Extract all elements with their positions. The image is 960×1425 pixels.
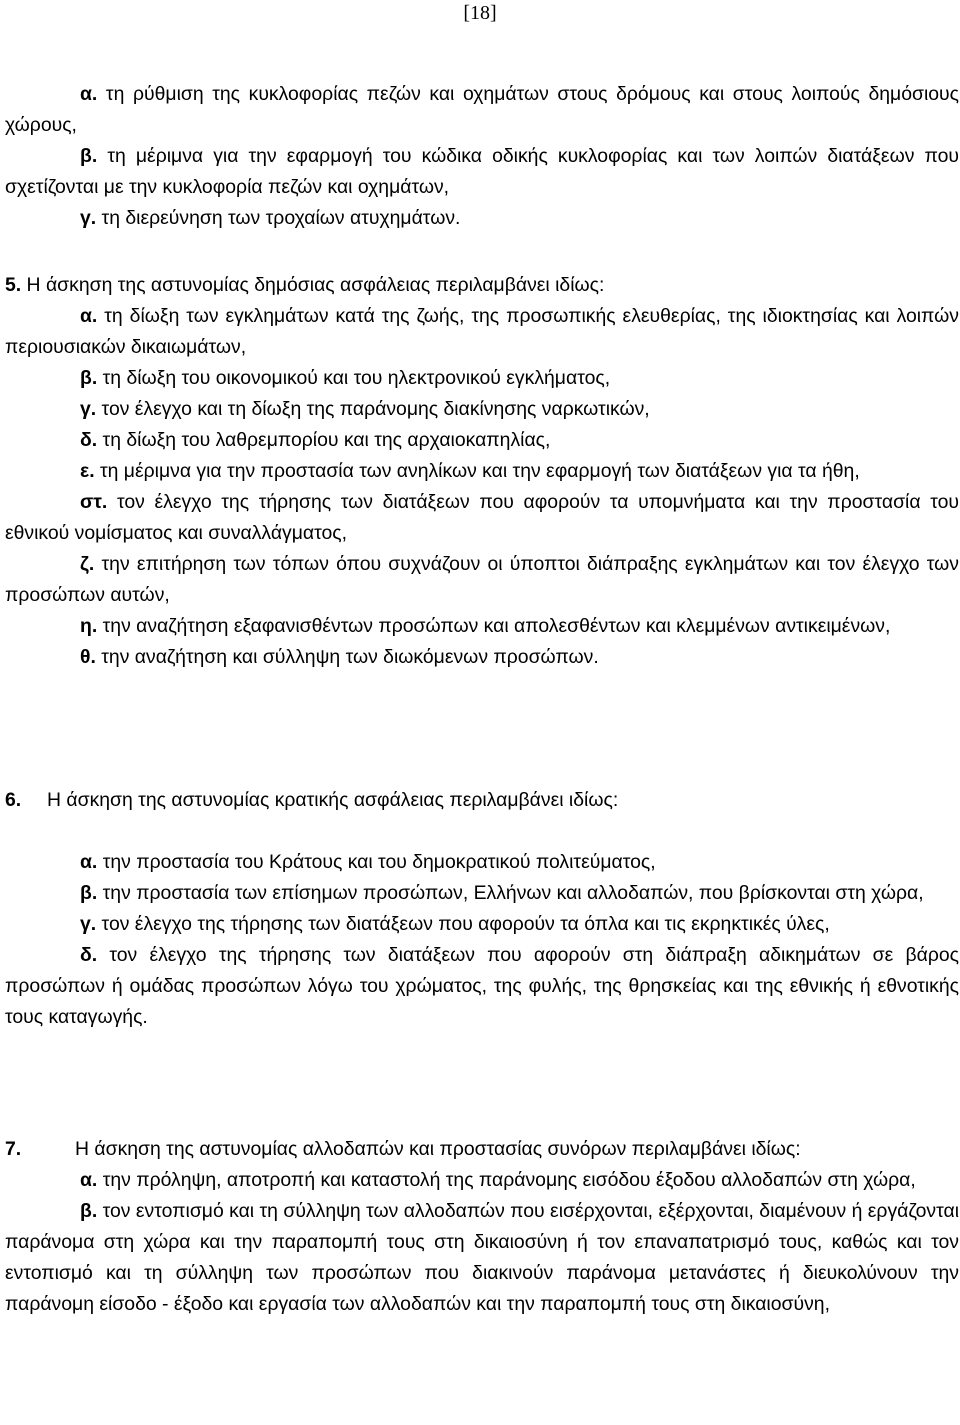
list-item: [5, 909, 959, 940]
section-heading: [5, 1134, 959, 1165]
section-heading-text: Η άσκηση της αστυνομίας δημόσιας ασφάλειας περιλαμβάνει ιδίως:: [21, 274, 605, 296]
item-text: την προστασία του Κράτους και του δημοκρατικού πολιτεύματος,: [97, 851, 656, 873]
section-heading: [5, 785, 959, 816]
item-marker: ζ.: [80, 553, 95, 575]
item-text: τον έλεγχο και τη δίωξη της παράνομης διακίνησης ναρκωτικών,: [96, 398, 650, 420]
item-marker: β.: [80, 1200, 98, 1222]
list-item: [5, 456, 959, 487]
list-item: [5, 425, 959, 456]
list-item: [5, 394, 959, 425]
list-item: [5, 878, 959, 909]
item-marker: γ.: [80, 207, 97, 229]
section-number: 6.: [5, 789, 22, 811]
section-5: [5, 270, 959, 673]
item-marker: β.: [80, 145, 98, 167]
list-item: [5, 301, 959, 363]
list-item: [5, 611, 959, 642]
list-item: [5, 1196, 959, 1320]
item-marker: α.: [80, 83, 98, 105]
item-text: την πρόληψη, αποτροπή και καταστολή της παράνομης εισόδου έξοδου αλλοδαπών στη χώρα,: [97, 1169, 916, 1191]
item-text: την επιτήρηση των τόπων όπου συχνάζουν οι ύποπτοι διάπραξης εγκλημάτων και τον έλεγχο των προσώπων αυτών,: [5, 553, 959, 606]
item-marker: γ.: [80, 913, 97, 935]
item-marker: ε.: [80, 460, 95, 482]
list-item: [5, 847, 959, 878]
section-number: 5.: [5, 274, 22, 296]
item-marker: δ.: [80, 944, 98, 966]
list-item: [5, 549, 959, 611]
item-marker: β.: [80, 882, 98, 904]
item-marker: θ.: [80, 646, 96, 668]
list-item: [5, 203, 959, 234]
item-text: τη δίωξη των εγκλημάτων κατά της ζωής, της προσωπικής ελευθερίας, της ιδιοκτησίας και λοιπών περιουσιακών δικαιωμάτων,: [5, 305, 959, 358]
item-text: τον έλεγχο της τήρησης των διατάξεων που αφορούν τα υπομνήματα και την προστασία του εθνικού νομίσματος και συναλλάγματος,: [5, 491, 959, 544]
item-text: την αναζήτηση και σύλληψη των διωκόμενων προσώπων.: [95, 646, 599, 668]
section-6-items: [5, 847, 959, 1033]
item-text: τη μέριμνα για την εφαρμογή του κώδικα οδικής κυκλοφορίας και των λοιπών διατάξεων που σχετίζονται με την κυκλοφορία πεζών και οχημάτων,: [5, 145, 959, 198]
item-text: την προστασία των επίσημων προσώπων, Ελλήνων και αλλοδαπών, που βρίσκονται στη χώρα,: [97, 882, 924, 904]
item-marker: γ.: [80, 398, 97, 420]
item-marker: η.: [80, 615, 98, 637]
list-item: [5, 79, 959, 141]
item-text: την αναζήτηση εξαφανισθέντων προσώπων και απολεσθέντων και κλεμμένων αντικειμένων,: [97, 615, 891, 637]
item-marker: β.: [80, 367, 98, 389]
section-heading-text: Η άσκηση της αστυνομίας αλλοδαπών και προστασίας συνόρων περιλαμβάνει ιδίως:: [75, 1138, 801, 1160]
item-marker: α.: [80, 1169, 98, 1191]
item-text: τη ρύθμιση της κυκλοφορίας πεζών και οχημάτων στους δρόμους και στους λοιπούς δημόσιους χώρους,: [5, 83, 959, 136]
item-text: τη μέριμνα για την προστασία των ανηλίκων και την εφαρμογή των διατάξεων για τα ήθη,: [94, 460, 860, 482]
list-item: [5, 940, 959, 1033]
list-item: [5, 487, 959, 549]
section-heading-text: Η άσκηση της αστυνομίας κρατικής ασφάλειας περιλαμβάνει ιδίως:: [47, 789, 619, 811]
item-text: τη δίωξη του οικονομικού και του ηλεκτρονικού εγκλήματος,: [97, 367, 611, 389]
list-item: [5, 141, 959, 203]
list-item: [5, 642, 959, 673]
item-marker: α.: [80, 305, 98, 327]
item-text: τον έλεγχο της τήρησης των διατάξεων που αφορούν στη διάπραξη αδικημάτων σε βάρος προσώπων ή ομάδας προσώπων λόγω του χρώματος, της φυλής, της θρησκείας και της εθνικής ή εθνοτικής τους καταγωγής.: [5, 944, 959, 1028]
item-text: τη διερεύνηση των τροχαίων ατυχημάτων.: [96, 207, 461, 229]
list-item: [5, 1165, 959, 1196]
item-text: τον έλεγχο της τήρησης των διατάξεων που αφορούν τα όπλα και τις εκρηκτικές ύλες,: [96, 913, 830, 935]
section-7: [5, 1134, 959, 1320]
item-marker: α.: [80, 851, 98, 873]
section-4-items: [5, 79, 959, 234]
item-text: τον εντοπισμό και τη σύλληψη των αλλοδαπών που εισέρχονται, εξέρχονται, διαμένουν ή εργάζονται παράνομα στη χώρα και την παραπομπή τους στη δικαιοσύνη ή τον επαναπατρισμό τους, καθώς και τον εντοπισμό και τη σύλληψη των προσώπων που διακινούν παράνομα μετανάστες ή διευκολύνουν την παράνομη είσοδο - έξοδο και εργασία των αλλοδαπών και την παραπομπή τους στη δικαιοσύνη,: [5, 1200, 959, 1315]
item-marker: δ.: [80, 429, 98, 451]
page-number: [18]: [463, 2, 497, 24]
section-heading: [5, 270, 959, 301]
item-text: τη δίωξη του λαθρεμπορίου και της αρχαιοκαπηλίας,: [97, 429, 551, 451]
item-marker: στ.: [80, 491, 108, 513]
section-6: [5, 785, 959, 1033]
list-item: [5, 363, 959, 394]
section-number: 7.: [5, 1138, 22, 1160]
